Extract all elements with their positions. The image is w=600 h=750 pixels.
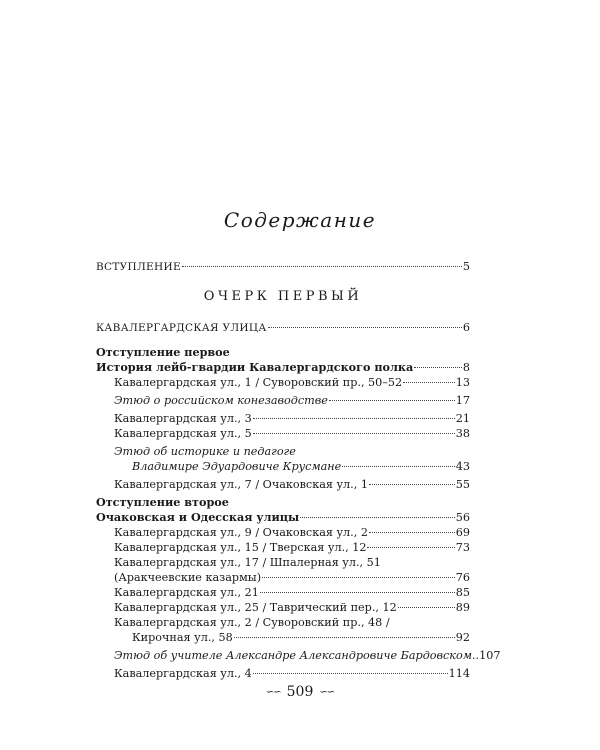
toc-entry [96,630,470,645]
entry-label: Кирочная ул., 58 [132,631,233,644]
entry-label: Кавалергардская ул., 4 [114,667,252,680]
dot-leader [414,367,462,368]
toc-entry-intro [96,259,470,275]
dot-leader [253,418,455,419]
dot-leader [182,266,462,267]
dot-leader [369,532,455,533]
dot-leader [403,382,455,383]
essay-heading: ОЧЕРК ПЕРВЫЙ [203,289,363,304]
entry-label: Кавалергардская ул., 25 / Таврический пер., 12 [114,601,397,614]
dot-leader [342,466,454,467]
dot-leader [367,547,454,548]
entry-line: Кавалергардская ул., 17 / Шпалерная ул., 51 [114,556,381,569]
toc-entry [96,600,470,615]
entry-page: 85 [455,586,470,599]
toc-entry [96,393,470,408]
entry-page: 21 [455,412,470,425]
entry-line: Кавалергардская ул., 2 / Суворовский пр., 48 / [114,616,390,629]
toc-entry [96,426,470,441]
toc-entry [96,477,470,492]
toc-entry [96,570,470,585]
entry-page: 73 [455,541,470,554]
entry-page: 55 [455,478,470,491]
entry-label: КАВАЛЕРГАРДСКАЯ УЛИЦА [96,322,267,334]
entry-label: Кавалергардская ул., 21 [114,586,259,599]
toc-entry-digression [96,360,470,375]
entry-label: История лейб-гвардии Кавалергардского полка [96,360,414,374]
toc-entry-etude [96,459,470,474]
toc-entry [96,585,470,600]
entry-page: 5 [462,260,470,273]
entry-page: 92 [455,631,470,644]
dot-leader [329,400,455,401]
entry-page: 6 [462,321,470,334]
ornament-left: ∽∽ [265,687,281,698]
entry-label: Кавалергардская ул., 15 / Тверская ул., 12 [114,541,367,554]
toc-entry-street [96,320,470,336]
toc-title: Содержание [223,208,377,232]
table-of-contents [96,259,501,681]
entry-page: 114 [448,667,470,680]
toc-entry-digression [96,510,470,525]
digression-heading: Отступление первое [96,345,230,359]
entry-page: 43 [455,460,470,473]
entry-page: 89 [455,601,470,614]
entry-page: 13 [455,376,470,389]
toc-entry [96,525,470,540]
entry-label: Кавалергардская ул., 9 / Очаковская ул., 2 [114,526,368,539]
entry-label: Кавалергардская ул., 1 / Суворовский пр., 50–52 [114,376,403,389]
entry-page: 107 [479,649,501,662]
entry-label: Этюд об учителе Александре Александровиче Бардовском.. [114,649,480,662]
entry-page: 17 [455,394,470,407]
dot-leader [398,607,455,608]
entry-label: Кавалергардская ул., 3 [114,412,252,425]
page-number-value: 509 [286,684,314,700]
dot-leader [369,484,455,485]
entry-label: ВСТУПЛЕНИЕ [96,261,181,273]
toc-entry [96,540,470,555]
page-number [0,684,600,700]
dot-leader [253,673,448,674]
entry-page: 76 [455,571,470,584]
entry-label: Очаковская и Одесская улицы [96,510,300,524]
digression-heading: Отступление второе [96,495,229,509]
ornament-right: ∽∽ [319,687,335,698]
entry-label: (Аракчеевские казармы) [114,571,262,584]
entry-page: 38 [455,427,470,440]
dot-leader [268,327,462,328]
toc-entry [96,375,470,390]
entry-label: Кавалергардская ул., 7 / Очаковская ул., 1 [114,478,368,491]
dot-leader [234,637,455,638]
dot-leader [253,433,455,434]
entry-page: 69 [455,526,470,539]
entry-page: 56 [455,511,470,524]
dot-leader [262,577,455,578]
entry-page: 8 [462,361,470,374]
toc-entry [96,411,470,426]
etude-line: Этюд об историке и педагоге [114,445,296,458]
toc-entry-etude [96,648,501,663]
entry-label: Этюд о российском конезаводстве [114,394,328,407]
dot-leader [300,517,455,518]
dot-leader [260,592,455,593]
toc-entry [96,666,470,681]
entry-label: Кавалергардская ул., 5 [114,427,252,440]
entry-label: Владимире Эдуардовиче Крусмане [132,460,342,473]
